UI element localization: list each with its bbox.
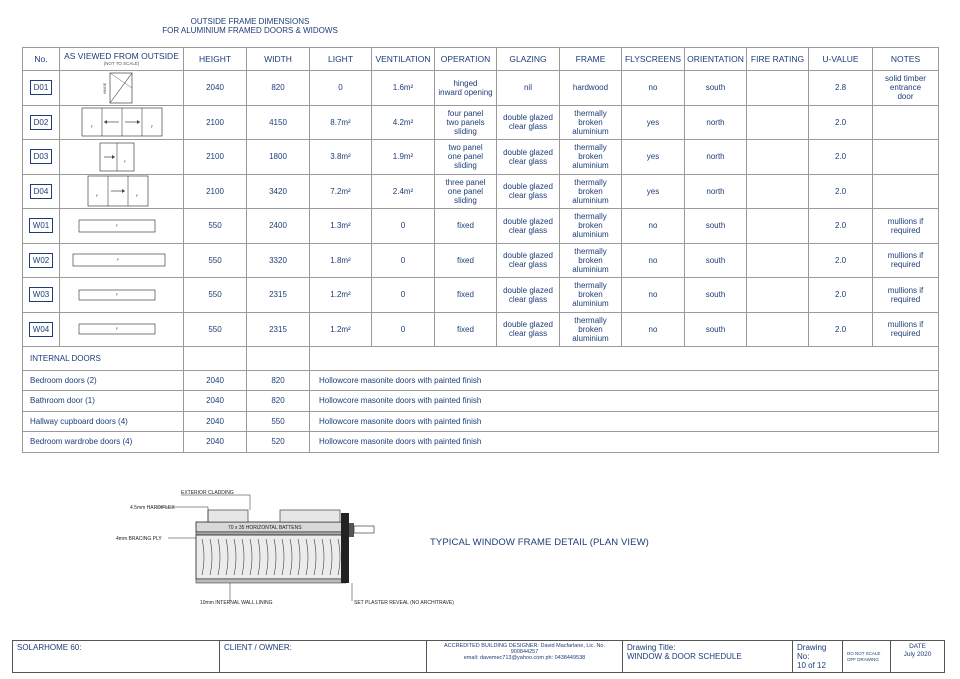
drawing-title: WINDOW & DOOR SCHEDULE xyxy=(627,652,742,661)
col-light: LIGHT xyxy=(310,48,372,71)
schedule-heading xyxy=(150,17,350,35)
frame-cell xyxy=(560,140,622,175)
glazing-line: double glazed xyxy=(503,147,553,157)
schedule-row-d04 xyxy=(23,174,939,209)
width-cell: 2400 xyxy=(247,209,310,244)
ventilation-cell: 0 xyxy=(372,209,435,244)
operation-line: fixed xyxy=(457,255,474,265)
drawing-no-label: Drawing No: xyxy=(797,643,827,661)
elevation-four-icon xyxy=(62,106,182,138)
u-value-cell: 2.0 xyxy=(809,209,873,244)
glazing-cell xyxy=(497,312,560,347)
width-cell: 3420 xyxy=(247,174,310,209)
row-id-cell xyxy=(23,312,60,347)
row-id-cell xyxy=(23,71,60,106)
orientation-cell: south xyxy=(685,278,747,313)
light-cell: 3.8m² xyxy=(310,140,372,175)
orientation-cell: south xyxy=(685,71,747,106)
elevation-winsmall-icon xyxy=(62,313,182,345)
notes-line: required xyxy=(890,260,921,270)
light-cell: 8.7m² xyxy=(310,105,372,140)
orientation-cell: north xyxy=(685,174,747,209)
u-value-cell: 2.0 xyxy=(809,312,873,347)
glazing-cell xyxy=(497,243,560,278)
row-id: W04 xyxy=(29,322,53,337)
internal-door-description: Hollowcore masonite doors with painted finish xyxy=(310,391,939,412)
frame-line: thermally xyxy=(574,246,607,256)
glazing-line: double glazed xyxy=(503,182,553,192)
fixed-panel-letter: F xyxy=(90,125,93,130)
frame-line: aluminium xyxy=(572,333,609,343)
row-id-cell xyxy=(23,243,60,278)
fixed-panel-letter: F xyxy=(116,258,119,263)
project-name: SOLARHOME 60: xyxy=(13,641,220,673)
internal-door-row xyxy=(23,432,939,453)
notes-cell xyxy=(873,140,939,175)
glazing-line: clear glass xyxy=(508,122,548,132)
internal-door-description: Hollowcore masonite doors with painted finish xyxy=(310,432,939,453)
row-id-cell xyxy=(23,278,60,313)
row-id: W02 xyxy=(29,253,53,268)
row-id-cell xyxy=(23,174,60,209)
row-id-cell xyxy=(23,209,60,244)
frame-line: thermally xyxy=(574,143,607,153)
frame-line: aluminium xyxy=(572,299,609,309)
elevation-cell xyxy=(60,71,184,106)
drawing-title-label: Drawing Title: xyxy=(627,643,676,652)
frame-line: thermally xyxy=(574,212,607,222)
fixed-panel-letter: F xyxy=(115,327,118,332)
designer-info xyxy=(427,641,623,673)
glazing-line: double glazed xyxy=(503,251,553,261)
flyscreens-cell: yes xyxy=(622,174,685,209)
orientation-cell: south xyxy=(685,243,747,278)
label-battens: 70 x 35 HORIZONTAL BATTENS xyxy=(228,525,302,531)
operation-line: four panel xyxy=(447,108,484,118)
designer-line-2: email: davemec713@yahoo.com ph: 0438449538 xyxy=(463,655,586,661)
notes-line: solid timber xyxy=(885,74,926,84)
u-value-cell: 2.0 xyxy=(809,140,873,175)
row-id: W01 xyxy=(29,218,53,233)
elevation-winwide-icon xyxy=(62,244,182,276)
col-operation: OPERATION xyxy=(435,48,497,71)
orientation-cell: north xyxy=(685,140,747,175)
elevation-cell xyxy=(60,209,184,244)
schedule-row-d03 xyxy=(23,140,939,175)
width-cell: 2315 xyxy=(247,278,310,313)
frame-line: broken xyxy=(578,221,603,231)
operation-cell xyxy=(435,278,497,313)
flyscreens-cell: yes xyxy=(622,105,685,140)
width-cell: 3320 xyxy=(247,243,310,278)
notes-cell xyxy=(873,174,939,209)
glazing-cell xyxy=(497,278,560,313)
ventilation-cell: 0 xyxy=(372,312,435,347)
ventilation-cell: 0 xyxy=(372,278,435,313)
row-id-cell xyxy=(23,140,60,175)
height-cell: 2100 xyxy=(184,174,247,209)
notes-cell xyxy=(873,278,939,313)
notes-line: required xyxy=(890,225,921,235)
internal-door-description: Hollowcore masonite doors with painted finish xyxy=(310,370,939,391)
internal-heading-empty-cell xyxy=(184,347,247,371)
glazing-line: clear glass xyxy=(508,294,548,304)
glazing-cell xyxy=(497,71,560,106)
light-cell: 0 xyxy=(310,71,372,106)
heading-line-2: FOR ALUMINIUM FRAMED DOORS & WIDOWS xyxy=(162,26,338,35)
internal-heading-empty-cell xyxy=(310,347,939,371)
glazing-line: double glazed xyxy=(503,216,553,226)
frame-line: broken xyxy=(578,290,603,300)
notes-line: door xyxy=(897,92,914,102)
col-orientation: ORIENTATION xyxy=(685,48,747,71)
internal-door-width: 820 xyxy=(247,370,310,391)
label-plaster-reveal: SET PLASTER REVEAL (NO ARCHITRAVE) xyxy=(354,600,454,606)
drawing-no: 10 of 12 xyxy=(797,661,826,670)
elevation-win-icon xyxy=(62,210,182,242)
client-owner: CLIENT / OWNER: xyxy=(220,641,427,673)
elevation-cell xyxy=(60,140,184,175)
internal-door-label: Bedroom wardrobe doors (4) xyxy=(23,432,184,453)
fixed-panel-letter: F xyxy=(95,194,98,199)
width-cell: 4150 xyxy=(247,105,310,140)
operation-cell xyxy=(435,140,497,175)
flyscreens-cell: no xyxy=(622,312,685,347)
height-cell: 2100 xyxy=(184,140,247,175)
title-block-row xyxy=(13,641,945,673)
light-cell: 1.2m² xyxy=(310,278,372,313)
light-cell: 7.2m² xyxy=(310,174,372,209)
notes-cell xyxy=(873,209,939,244)
notes-line: entrance xyxy=(889,83,922,93)
frame-line: thermally xyxy=(574,315,607,325)
designer-line-1: ACCREDITED BUILDING DESIGNER: David Macfarlane, Lic. No. 900844257 xyxy=(443,643,606,655)
window-door-schedule-table xyxy=(22,47,939,453)
fire-rating-cell xyxy=(747,71,809,106)
row-id: W03 xyxy=(29,287,53,302)
frame-line: aluminium xyxy=(572,230,609,240)
elevation-hinged-icon xyxy=(62,72,182,104)
glazing-line: clear glass xyxy=(508,191,548,201)
height-cell: 2100 xyxy=(184,105,247,140)
internal-door-row xyxy=(23,370,939,391)
detail-title: TYPICAL WINDOW FRAME DETAIL (PLAN VIEW) xyxy=(430,537,649,548)
notes-line: mullions if xyxy=(887,251,924,261)
u-value-cell: 2.0 xyxy=(809,174,873,209)
ventilation-cell: 1.6m² xyxy=(372,71,435,106)
fire-rating-cell xyxy=(747,312,809,347)
u-value-cell: 2.0 xyxy=(809,243,873,278)
operation-line: fixed xyxy=(457,221,474,231)
col-viewed xyxy=(60,48,184,71)
date-value: July 2020 xyxy=(903,650,932,658)
label-exterior-cladding: EXTERIOR CLADDING xyxy=(181,490,234,496)
col-flyscreens: FLYSCREENS xyxy=(622,48,685,71)
operation-line: inward opening xyxy=(438,87,493,97)
header-row xyxy=(23,48,939,71)
glazing-line: double glazed xyxy=(503,285,553,295)
col-height: HEIGHT xyxy=(184,48,247,71)
light-cell: 1.3m² xyxy=(310,209,372,244)
u-value-cell: 2.8 xyxy=(809,71,873,106)
schedule-row-w02 xyxy=(23,243,939,278)
frame-line: aluminium xyxy=(572,264,609,274)
date-cell xyxy=(891,641,945,673)
notes-line: mullions if xyxy=(887,285,924,295)
frame-cell xyxy=(560,243,622,278)
schedule-row-w04 xyxy=(23,312,939,347)
internal-door-row xyxy=(23,391,939,412)
internal-door-label: Bedroom doors (2) xyxy=(23,370,184,391)
glazing-line: clear glass xyxy=(508,225,548,235)
operation-line: sliding xyxy=(454,126,477,136)
glazing-line: nil xyxy=(523,83,532,93)
internal-door-label: Bathroom door (1) xyxy=(23,391,184,412)
operation-cell xyxy=(435,243,497,278)
frame-cell xyxy=(560,278,622,313)
elevation-cell xyxy=(60,278,184,313)
notes-cell xyxy=(873,312,939,347)
fire-rating-cell xyxy=(747,243,809,278)
flyscreens-cell: no xyxy=(622,278,685,313)
height-cell: 2040 xyxy=(184,71,247,106)
col-no: No. xyxy=(23,48,60,71)
col-frame: FRAME xyxy=(560,48,622,71)
flyscreens-cell: no xyxy=(622,71,685,106)
frame-line: broken xyxy=(578,117,603,127)
frame-line: broken xyxy=(578,186,603,196)
internal-door-height: 2040 xyxy=(184,391,247,412)
frame-line: thermally xyxy=(574,281,607,291)
schedule-body xyxy=(23,71,939,453)
row-id-cell xyxy=(23,105,60,140)
glazing-cell xyxy=(497,209,560,244)
elevation-winsmall-icon xyxy=(62,279,182,311)
light-cell: 1.2m² xyxy=(310,312,372,347)
schedule-row-w01 xyxy=(23,209,939,244)
height-cell: 550 xyxy=(184,209,247,244)
width-cell: 2315 xyxy=(247,312,310,347)
col-fire-rating: FIRE RATING xyxy=(747,48,809,71)
internal-door-width: 520 xyxy=(247,432,310,453)
operation-line: two panels xyxy=(446,117,485,127)
notes-line: mullions if xyxy=(887,216,924,226)
internal-door-height: 2040 xyxy=(184,411,247,432)
operation-cell xyxy=(435,105,497,140)
operation-line: two panel xyxy=(448,143,483,153)
glazing-line: double glazed xyxy=(503,113,553,123)
fixed-panel-letter: F xyxy=(115,223,118,228)
elevation-three-icon xyxy=(62,175,182,207)
col-glazing: GLAZING xyxy=(497,48,560,71)
frame-line: aluminium xyxy=(572,161,609,171)
elevation-two-icon xyxy=(62,141,182,173)
glazing-cell xyxy=(497,105,560,140)
drawing-title-cell xyxy=(623,641,793,673)
frame-cell xyxy=(560,312,622,347)
notes-line: required xyxy=(890,294,921,304)
ventilation-cell: 1.9m² xyxy=(372,140,435,175)
internal-door-height: 2040 xyxy=(184,370,247,391)
orientation-cell: south xyxy=(685,209,747,244)
internal-heading-empty-cell xyxy=(247,347,310,371)
fire-rating-cell xyxy=(747,278,809,313)
elevation-cell xyxy=(60,105,184,140)
elevation-cell xyxy=(60,243,184,278)
notes-cell xyxy=(873,243,939,278)
height-cell: 550 xyxy=(184,278,247,313)
schedule-row-d02 xyxy=(23,105,939,140)
notes-cell xyxy=(873,105,939,140)
height-cell: 550 xyxy=(184,312,247,347)
operation-line: fixed xyxy=(457,290,474,300)
frame-line: broken xyxy=(578,324,603,334)
light-cell: 1.8m² xyxy=(310,243,372,278)
internal-door-height: 2040 xyxy=(184,432,247,453)
u-value-cell: 2.0 xyxy=(809,278,873,313)
flyscreens-cell: no xyxy=(622,243,685,278)
operation-cell xyxy=(435,209,497,244)
width-cell: 820 xyxy=(247,71,310,106)
label-hardiflex: 4.5mm HARDIFLEX xyxy=(130,505,175,511)
scale-note: DO NOT SCALE OFF DRAWING xyxy=(843,641,891,673)
ventilation-cell: 0 xyxy=(372,243,435,278)
frame-line: thermally xyxy=(574,108,607,118)
title-block xyxy=(12,640,945,673)
row-id: D01 xyxy=(30,80,53,95)
glazing-cell xyxy=(497,140,560,175)
frame-cell xyxy=(560,174,622,209)
frame-line: aluminium xyxy=(572,126,609,136)
ventilation-cell: 2.4m² xyxy=(372,174,435,209)
fire-rating-cell xyxy=(747,105,809,140)
frame-line: broken xyxy=(578,255,603,265)
frame-line: broken xyxy=(578,152,603,162)
col-viewed-label: AS VIEWED FROM OUTSIDE xyxy=(64,51,179,61)
col-u-value: U-VALUE xyxy=(809,48,873,71)
heading-line-1: OUTSIDE FRAME DIMENSIONS xyxy=(190,17,310,26)
fixed-panel-letter: F xyxy=(123,159,126,164)
frame-line: aluminium xyxy=(572,195,609,205)
fixed-panel-letter: F xyxy=(150,125,153,130)
internal-door-width: 820 xyxy=(247,391,310,412)
orientation-cell: north xyxy=(685,105,747,140)
glazing-line: clear glass xyxy=(508,260,548,270)
hinge-label: HINGE xyxy=(102,82,107,94)
notes-cell xyxy=(873,71,939,106)
internal-doors-title: INTERNAL DOORS xyxy=(23,347,184,371)
col-viewed-sub: (NOT TO SCALE) xyxy=(103,61,140,66)
row-id: D03 xyxy=(30,149,53,164)
operation-line: one panel sliding xyxy=(447,152,484,171)
internal-doors-heading-row xyxy=(23,347,939,371)
operation-line: three panel xyxy=(445,177,486,187)
elevation-cell xyxy=(60,312,184,347)
notes-line: required xyxy=(890,329,921,339)
frame-cell xyxy=(560,105,622,140)
fire-rating-cell xyxy=(747,209,809,244)
fixed-panel-letter: F xyxy=(135,194,138,199)
frame-line: hardwood xyxy=(572,83,609,93)
col-notes: NOTES xyxy=(873,48,939,71)
ventilation-cell: 4.2m² xyxy=(372,105,435,140)
label-bracing-ply: 4mm BRACING PLY xyxy=(116,536,162,542)
frame-cell xyxy=(560,209,622,244)
internal-door-row xyxy=(23,411,939,432)
schedule-row-w03 xyxy=(23,278,939,313)
u-value-cell: 2.0 xyxy=(809,105,873,140)
date-label: DATE xyxy=(909,643,926,650)
glazing-cell xyxy=(497,174,560,209)
notes-line: mullions if xyxy=(887,320,924,330)
operation-line: one panel sliding xyxy=(447,186,484,205)
row-id: D02 xyxy=(30,115,53,130)
operation-line: hinged xyxy=(453,78,478,88)
internal-door-label: Hallway cupboard doors (4) xyxy=(23,411,184,432)
fire-rating-cell xyxy=(747,174,809,209)
operation-cell xyxy=(435,312,497,347)
fixed-panel-letter: F xyxy=(115,292,118,297)
label-internal-lining: 10mm INTERNAL WALL LINING xyxy=(200,600,273,606)
glazing-line: double glazed xyxy=(503,320,553,330)
schedule-row-d01 xyxy=(23,71,939,106)
flyscreens-cell: yes xyxy=(622,140,685,175)
orientation-cell: south xyxy=(685,312,747,347)
elevation-cell xyxy=(60,174,184,209)
row-id: D04 xyxy=(30,184,53,199)
col-width: WIDTH xyxy=(247,48,310,71)
operation-line: fixed xyxy=(457,324,474,334)
operation-cell xyxy=(435,174,497,209)
operation-cell xyxy=(435,71,497,106)
internal-door-description: Hollowcore masonite doors with painted finish xyxy=(310,411,939,432)
width-cell: 1800 xyxy=(247,140,310,175)
drawing-no-cell xyxy=(793,641,843,673)
fire-rating-cell xyxy=(747,140,809,175)
glazing-line: clear glass xyxy=(508,156,548,166)
col-ventilation: VENTILATION xyxy=(372,48,435,71)
flyscreens-cell: no xyxy=(622,209,685,244)
frame-line: thermally xyxy=(574,177,607,187)
glazing-line: clear glass xyxy=(508,329,548,339)
internal-door-width: 550 xyxy=(247,411,310,432)
height-cell: 550 xyxy=(184,243,247,278)
frame-cell xyxy=(560,71,622,106)
